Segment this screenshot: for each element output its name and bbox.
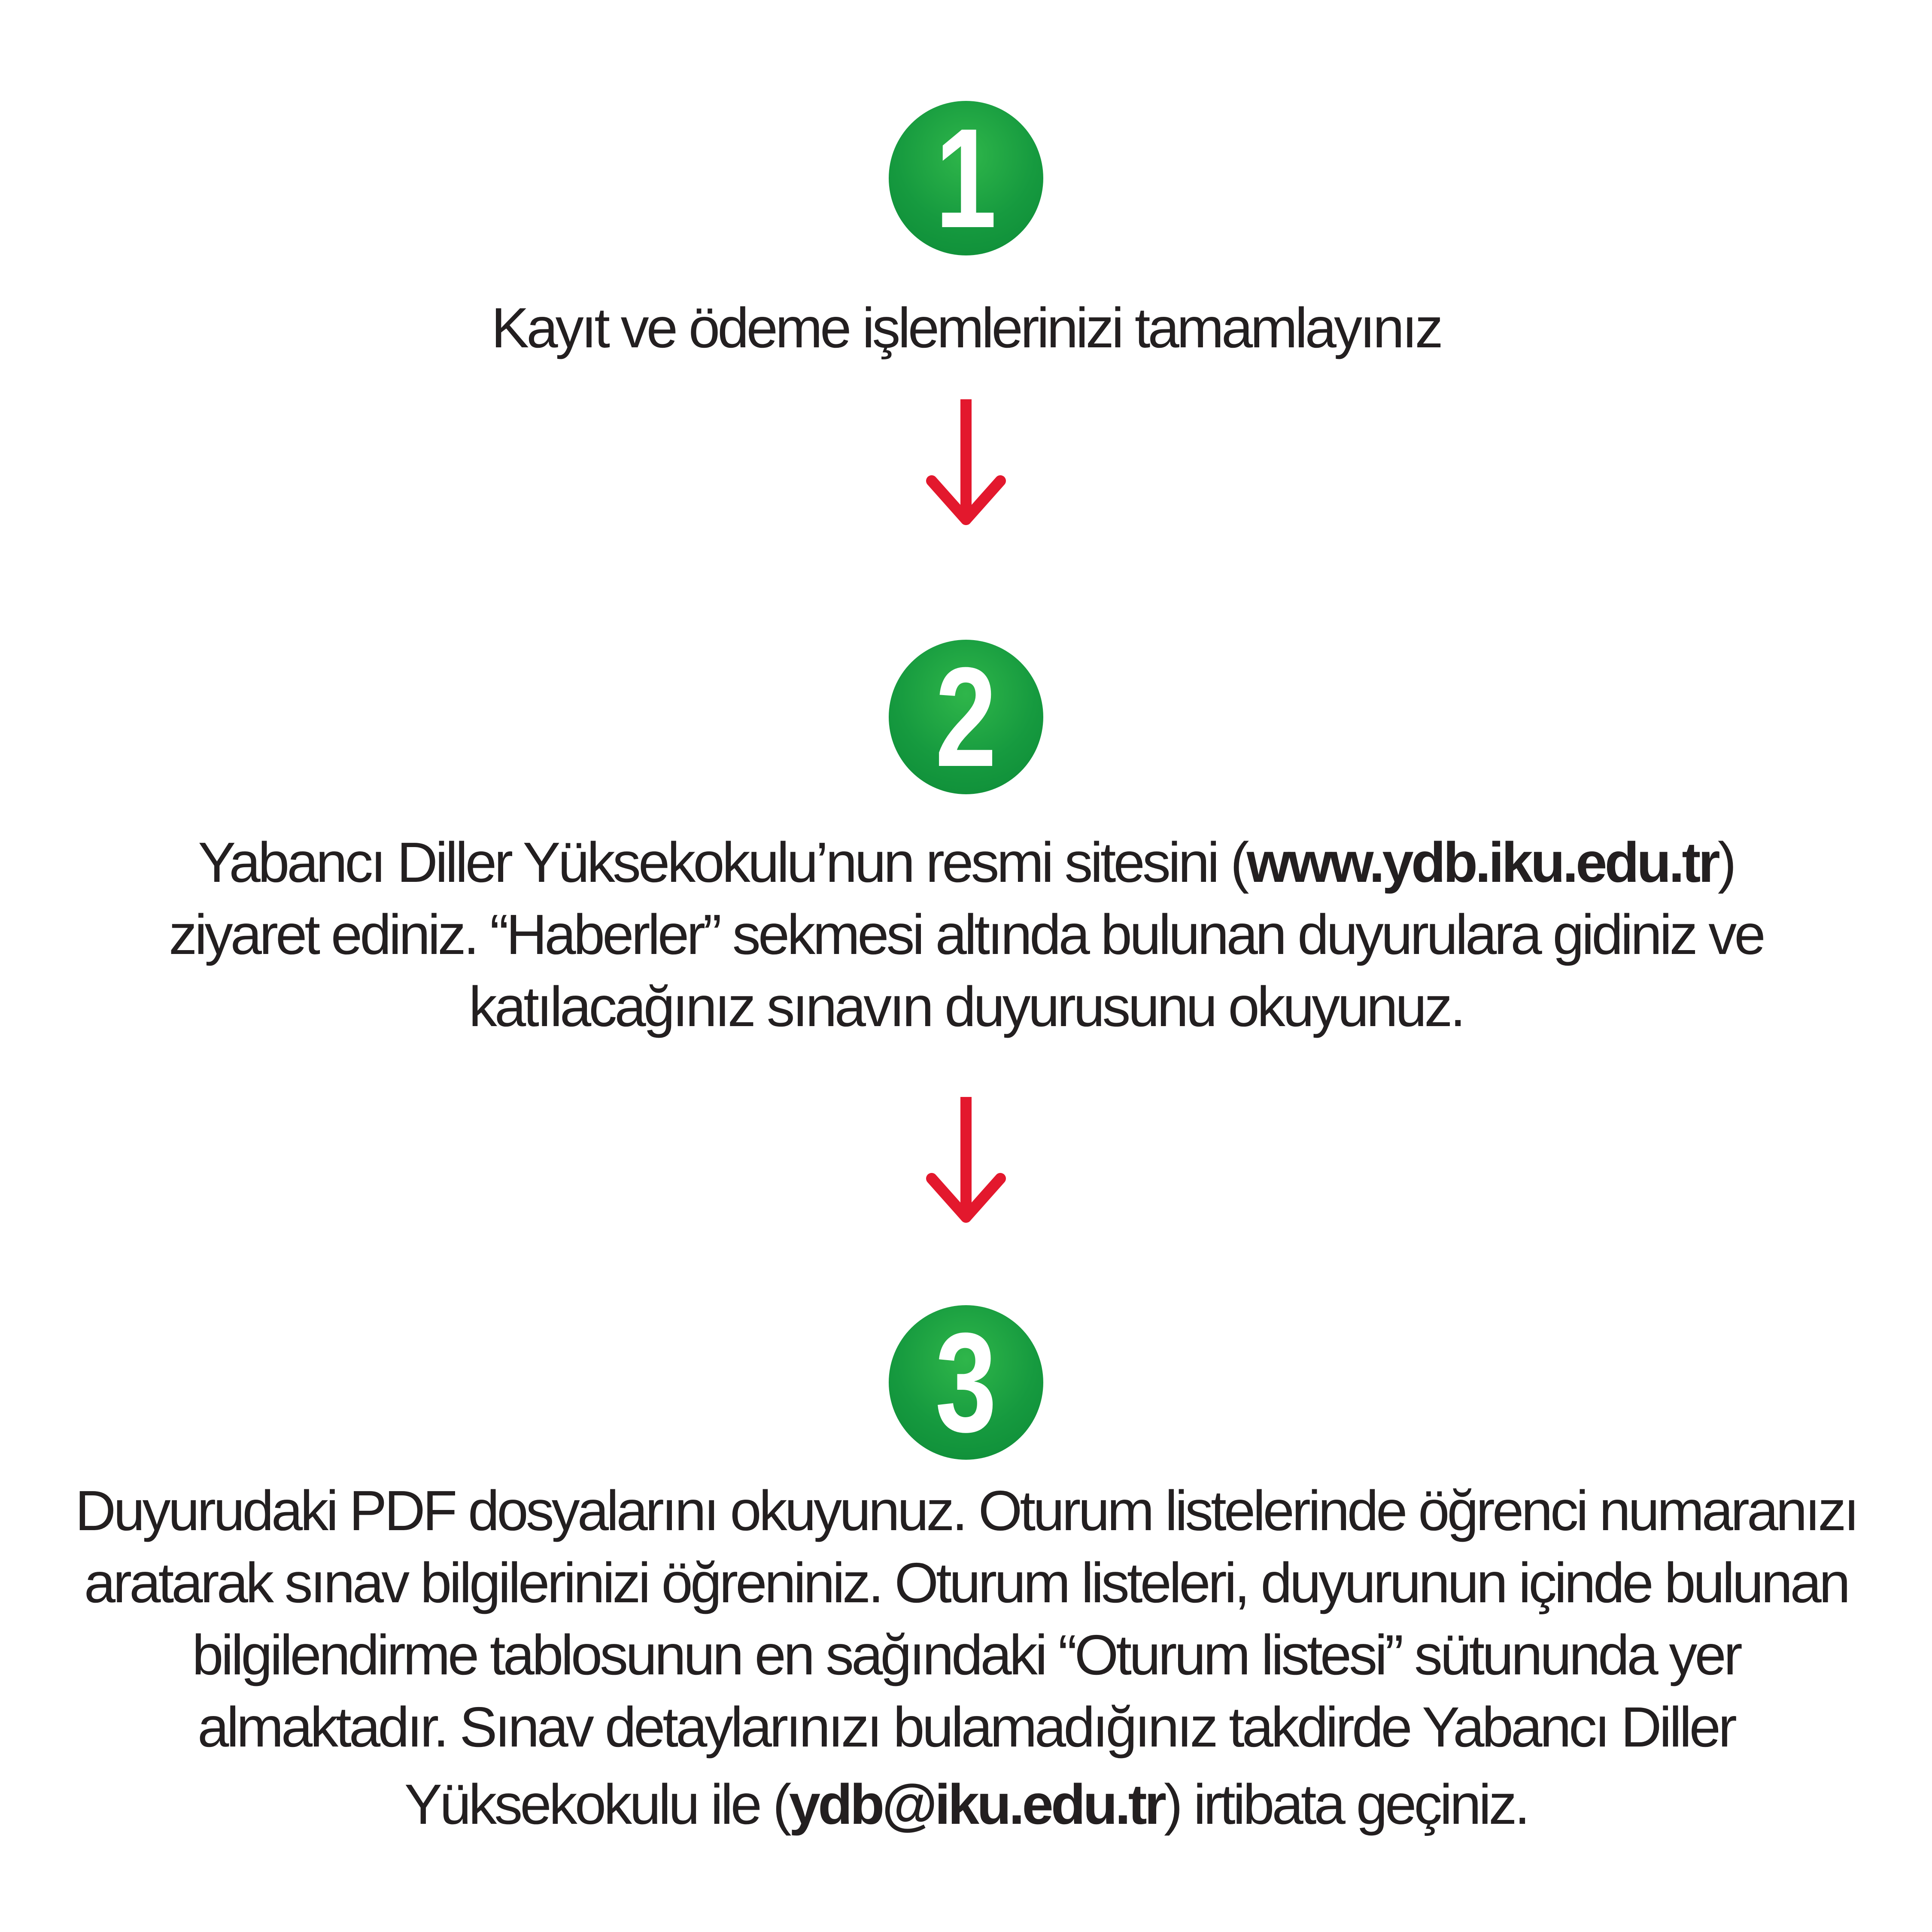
step-2-text: [64, 826, 1868, 1043]
step-3-line-4: almaktadır. Sınav detaylarınızı bulamadığınız takdirde Yabancı Diller: [197, 1695, 1735, 1759]
step-3-line-5-suffix: ) irtibata geçiniz.: [1164, 1773, 1528, 1836]
step-3-number: 3: [935, 1303, 997, 1461]
step-3-text: [64, 1475, 1868, 1841]
email-link[interactable]: ydb@iku.edu.tr: [789, 1773, 1164, 1836]
step-2-line-2: ziyaret ediniz. “Haberler” sekmesi altında bulunan duyurulara gidiniz ve: [169, 903, 1763, 966]
arrow-down-icon: [923, 399, 1009, 528]
step-2-number: 2: [935, 638, 997, 796]
step-2-line-3: katılacağınız sınavın duyurusunu okuyunuz.: [468, 975, 1464, 1038]
step-2-line-1-prefix: Yabancı Diller Yüksekokulu’nun resmi sitesini (: [198, 831, 1247, 894]
step-3-line-1: Duyurudaki PDF dosyalarını okuyunuz. Oturum listelerinde öğrenci numaranızı: [75, 1479, 1857, 1542]
step-1-text: [64, 292, 1868, 364]
website-link[interactable]: www.ydb.iku.edu.tr: [1246, 831, 1718, 894]
step-3-line-5: [64, 1768, 1868, 1841]
step-1-line-1: Kayıt ve ödeme işlemlerinizi tamamlayınız: [491, 296, 1441, 359]
step-2-line-1-suffix: ): [1717, 831, 1734, 894]
step-1-badge: [889, 101, 1043, 255]
arrow-down-icon: [923, 1097, 1009, 1226]
step-3-line-5-prefix: Yüksekokulu ile (: [404, 1773, 789, 1836]
step-2-line-1: [64, 826, 1868, 899]
step-3-badge: [889, 1305, 1043, 1460]
step-1-number: 1: [935, 99, 997, 257]
step-2-badge: [889, 640, 1043, 794]
step-3-line-3: bilgilendirme tablosunun en sağındaki “Oturum listesi” sütununda yer: [192, 1623, 1740, 1686]
step-3-line-2: aratarak sınav bilgilerinizi öğreniniz. Oturum listeleri, duyurunun içinde bulunan: [84, 1551, 1848, 1614]
